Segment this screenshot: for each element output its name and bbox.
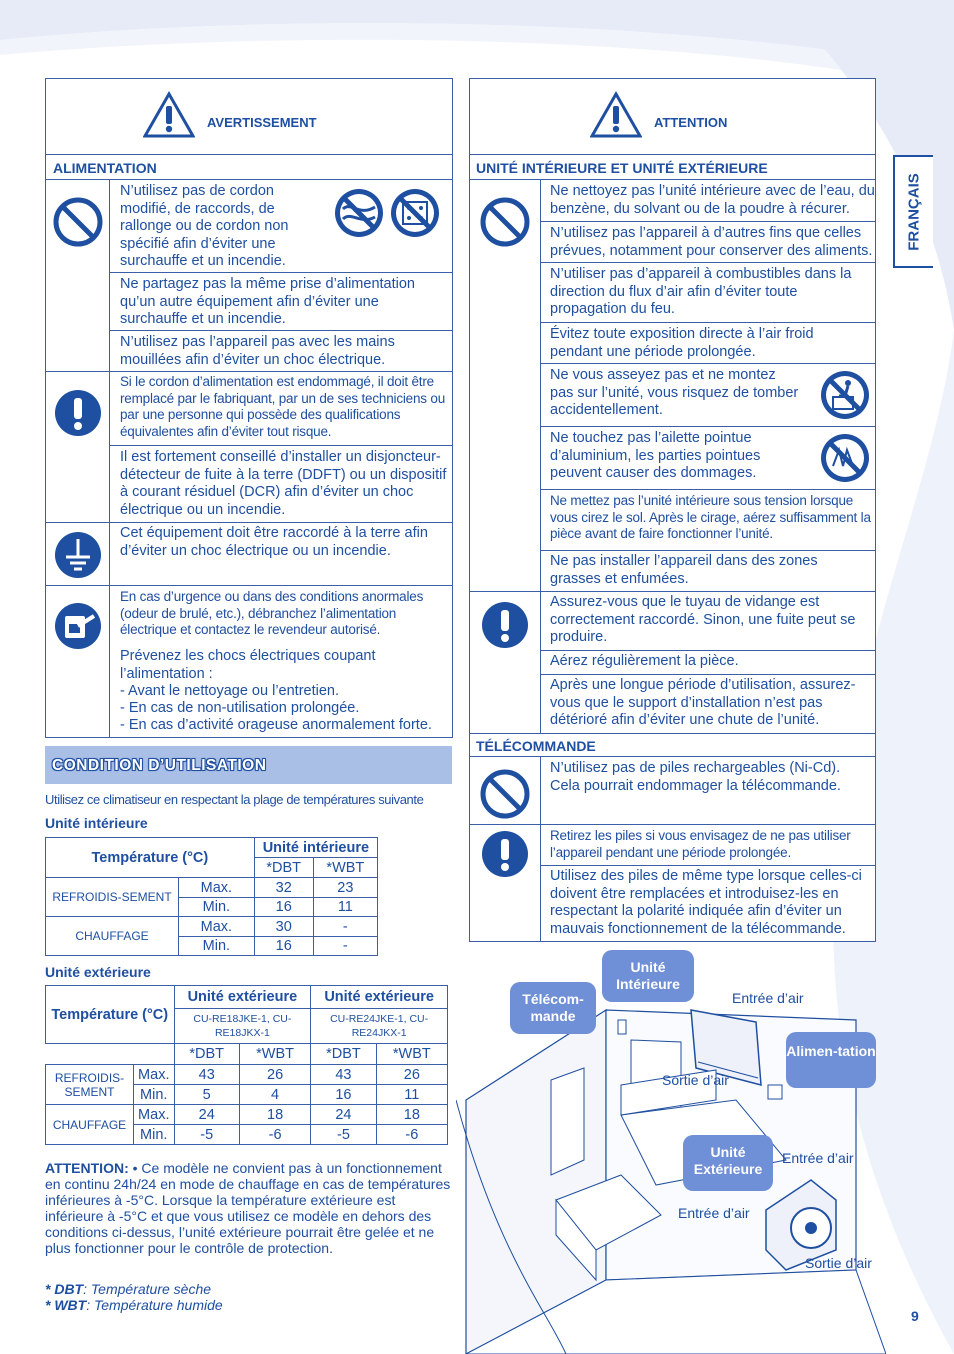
cell: 30 — [254, 917, 313, 937]
section-telecommande: TÉLÉCOMMANDE — [476, 738, 596, 754]
attention-box — [469, 78, 876, 942]
min-label: Min. — [179, 937, 255, 956]
no-multi-socket-icon — [389, 187, 441, 239]
condition-title: CONDITION D’UTILISATION — [52, 757, 267, 774]
wbt-footnote: * WBT: Température humide — [45, 1297, 223, 1313]
attention-item-6: Ne touchez pas l’ailette pointue d’aluminium, les parties pointues peuvent causer des dommages. — [550, 430, 761, 481]
wbt-header: *WBT — [239, 1044, 310, 1065]
label-sortie-air-1: Sortie d’air — [662, 1072, 729, 1088]
cell: 26 — [239, 1065, 310, 1085]
cell: 43 — [174, 1065, 239, 1085]
attention-item-5: Ne vous asseyez pas et ne montez pas sur l’unité, vous risquez de tomber accidentellement. — [550, 367, 799, 418]
attention-item-7: Ne mettez pas l’unité intérieure sous tension lorsque vous cirez le sol. Après le cirage, aérez suffisamment la pièce avant de faire fonctionner l’unité. — [550, 493, 871, 541]
no-touch-fin-icon — [819, 432, 871, 484]
cell: 11 — [376, 1085, 447, 1105]
dbt-header: *DBT — [174, 1044, 239, 1065]
warning-item-10: - En cas de non-utilisation prolongée. — [120, 700, 360, 716]
min-label: Min. — [134, 1125, 175, 1145]
outdoor-temperature-table — [45, 985, 448, 1145]
cell: 11 — [313, 898, 377, 917]
label-entree-air-1: Entrée d’air — [732, 990, 804, 1006]
warning-triangle-icon — [143, 91, 195, 139]
indoor-label: Unité intérieure — [45, 815, 148, 831]
outdoor-col-header-b: Unité extérieure — [311, 986, 448, 1009]
attention-note-label: ATTENTION: — [45, 1160, 129, 1176]
condition-intro: Utilisez ce climatiseur en respectant la plage de températures suivante — [45, 792, 424, 807]
cell: -6 — [239, 1125, 310, 1145]
attention-title: ATTENTION — [654, 115, 728, 130]
warning-box — [45, 78, 453, 738]
dbt-footnote: * DBT: Température sèche — [45, 1281, 212, 1297]
cell: 18 — [376, 1105, 447, 1125]
attention-item-11: Après une longue période d’utilisation, assurez-vous que le support d’installation n’est pas détérioré afin d’éviter une chute de l’unité. — [550, 677, 856, 728]
temp-header: Température (°C) — [46, 838, 255, 878]
wbt-header: *WBT — [313, 858, 377, 878]
exclamation-icon — [481, 601, 529, 649]
indoor-temperature-table — [45, 837, 378, 956]
heat-label: CHAUFFAGE — [46, 1105, 134, 1145]
attention-note-text: • Ce modèle ne convient pas à un fonctionnement en continu 24h/24 en mode de chauffage en cas de températures inférieures à -5°C. Lorsque la température extérieure est inférieure à -5°C et que vous utilisez ce modèle en dehors des conditions ci-dessus, l’unité extérieure pourrait être gelée et ne plus fonctionner pour le contrôle de protection. — [45, 1160, 451, 1256]
outdoor-label: Unité extérieure — [45, 964, 151, 980]
prohibition-icon — [479, 768, 531, 820]
cool-label: REFROIDIS-SEMENT — [46, 1065, 134, 1105]
language-tab — [893, 155, 933, 268]
cell: 23 — [313, 878, 377, 898]
model-b: CU-RE24JKE-1, CU-RE24JKX-1 — [311, 1009, 448, 1044]
max-label: Max. — [134, 1065, 175, 1085]
remote-item-1: N’utilisez pas de piles rechargeables (Ni-Cd). Cela pourrait endommager la télécommande. — [550, 760, 841, 794]
warning-item-6: Cet équipement doit être raccordé à la terre afin d’éviter un choc électrique ou un incendie. — [120, 525, 428, 559]
cell: 18 — [239, 1105, 310, 1125]
warning-item-8: Prévenez les chocs électriques coupant l’alimentation : — [120, 648, 376, 682]
max-label: Max. — [134, 1105, 175, 1125]
cell: 24 — [311, 1105, 376, 1125]
dbt-header: *DBT — [254, 858, 313, 878]
cell: 16 — [254, 937, 313, 956]
attention-item-8: Ne pas installer l’appareil dans des zones grasses et enfumées. — [550, 553, 818, 587]
warning-item-4: Si le cordon d’alimentation est endommagé, il doit être remplacé par le fabriquant, par un de ses techniciens ou par une personne qui possède des qualifications équivalentes afin d’éviter tout risque. — [120, 374, 446, 439]
cell: - — [313, 937, 377, 956]
attention-item-4: Évitez toute exposition directe à l’air froid pendant une période prolongée. — [550, 326, 814, 360]
exclamation-icon — [481, 830, 529, 878]
outdoor-unit-bubble: Unité Extérieure — [683, 1135, 773, 1191]
warning-item-7: En cas d’urgence ou dans des conditions anormales (odeur de brulé, etc.), débranchez l’alimentation électrique et contactez le revendeur autorisé. — [120, 589, 424, 637]
warning-item-1: N’utilisez pas de cordon modifié, de raccords, de rallonge ou de cordon non spécifié afin d’éviter une surchauffe et un incendie. — [120, 183, 289, 269]
cell: -5 — [174, 1125, 239, 1145]
prohibition-icon — [52, 196, 104, 248]
cell: 4 — [239, 1085, 310, 1105]
remote-item-2: Retirez les piles si vous envisagez de ne pas utiliser l’appareil pendant une période prolongée. — [550, 828, 851, 860]
attention-item-1: Ne nettoyez pas l’unité intérieure avec de l’eau, du benzène, du solvant ou de la poudre à récurer. — [550, 183, 875, 217]
warning-item-5: Il est fortement conseillé d’installer un disjoncteur-détecteur de fuite à la terre (DDFT) ou un dispositif à courant résiduel (DCR) afin d’éviter un choc électrique ou un incendie. — [120, 449, 447, 518]
attention-item-2: N’utilisez pas l’appareil à d’autres fins que celles prévues, notamment pour conserver des aliments. — [550, 225, 873, 259]
attention-item-3: N’utiliser pas d’appareil à combustibles dans la direction du flux d’air afin d’éviter toute propagation du feu. — [550, 266, 852, 317]
language-tab-label: FRANÇAIS — [905, 172, 923, 251]
warning-item-2: Ne partagez pas la même prise d’alimentation qu’un autre équipement afin d’éviter une surchauffe et un incendie. — [120, 276, 415, 327]
indoor-col-header: Unité intérieure — [254, 838, 377, 858]
section-alimentation: ALIMENTATION — [53, 160, 157, 176]
remote-bubble: Télécom-mande — [510, 982, 596, 1034]
warning-item-9: - Avant le nettoyage ou l’entretien. — [120, 683, 339, 699]
temp-header: Température (°C) — [46, 986, 175, 1044]
warning-title: AVERTISSEMENT — [207, 115, 317, 130]
label-entree-air-2: Entrée d’air — [782, 1150, 854, 1166]
label-entree-air-3: Entrée d’air — [678, 1205, 750, 1221]
section-unites: UNITÉ INTÉRIEURE ET UNITÉ EXTÉRIEURE — [476, 160, 768, 176]
cell: 5 — [174, 1085, 239, 1105]
cell: 16 — [254, 898, 313, 917]
ground-earth-icon — [54, 531, 102, 579]
page-number: 9 — [911, 1308, 919, 1324]
cell: - — [313, 917, 377, 937]
cell: -5 — [311, 1125, 376, 1145]
max-label: Max. — [179, 878, 255, 898]
attention-item-10: Aérez régulièrement la pièce. — [550, 653, 739, 669]
min-label: Min. — [134, 1085, 175, 1105]
model-a: CU-RE18JKE-1, CU-RE18JKX-1 — [174, 1009, 311, 1044]
power-bubble: Alimen-tation — [786, 1032, 876, 1088]
cell: 32 — [254, 878, 313, 898]
label-sortie-air-2: Sortie d’air — [805, 1255, 872, 1271]
attention-note — [45, 1160, 455, 1256]
attention-item-9: Assurez-vous que le tuyau de vidange est correctement raccordé. Sinon, une fuite peut se produire. — [550, 594, 856, 645]
warning-item-11: - En cas d’activité orageuse anormalement forte. — [120, 717, 432, 733]
cell: 26 — [376, 1065, 447, 1085]
warning-item-3: N’utilisez pas l’appareil pas avec les mains mouillées afin d’éviter un choc électrique. — [120, 334, 395, 368]
dbt-header: *DBT — [311, 1044, 376, 1065]
cell: 16 — [311, 1085, 376, 1105]
cell: 43 — [311, 1065, 376, 1085]
cell: 24 — [174, 1105, 239, 1125]
indoor-unit-bubble: Unité Intérieure — [602, 950, 694, 1002]
no-climbing-icon — [819, 369, 871, 421]
condition-header — [45, 746, 452, 784]
min-label: Min. — [179, 898, 255, 917]
outdoor-col-header-a: Unité extérieure — [174, 986, 311, 1009]
no-modified-cord-icon — [333, 187, 385, 239]
prohibition-icon — [479, 196, 531, 248]
wbt-header: *WBT — [376, 1044, 447, 1065]
cell: -6 — [376, 1125, 447, 1145]
cool-label: REFROIDIS-SEMENT — [46, 878, 179, 917]
unplug-icon — [54, 602, 102, 650]
max-label: Max. — [179, 917, 255, 937]
warning-triangle-icon — [590, 91, 642, 139]
heat-label: CHAUFFAGE — [46, 917, 179, 956]
exclamation-icon — [54, 389, 102, 437]
remote-item-3: Utilisez des piles de même type lorsque celles-ci doivent être remplacées et introduisez-les en respectant la polarité indiquée afin d’éviter un mauvais fonctionnement de la télécommande. — [550, 868, 862, 937]
